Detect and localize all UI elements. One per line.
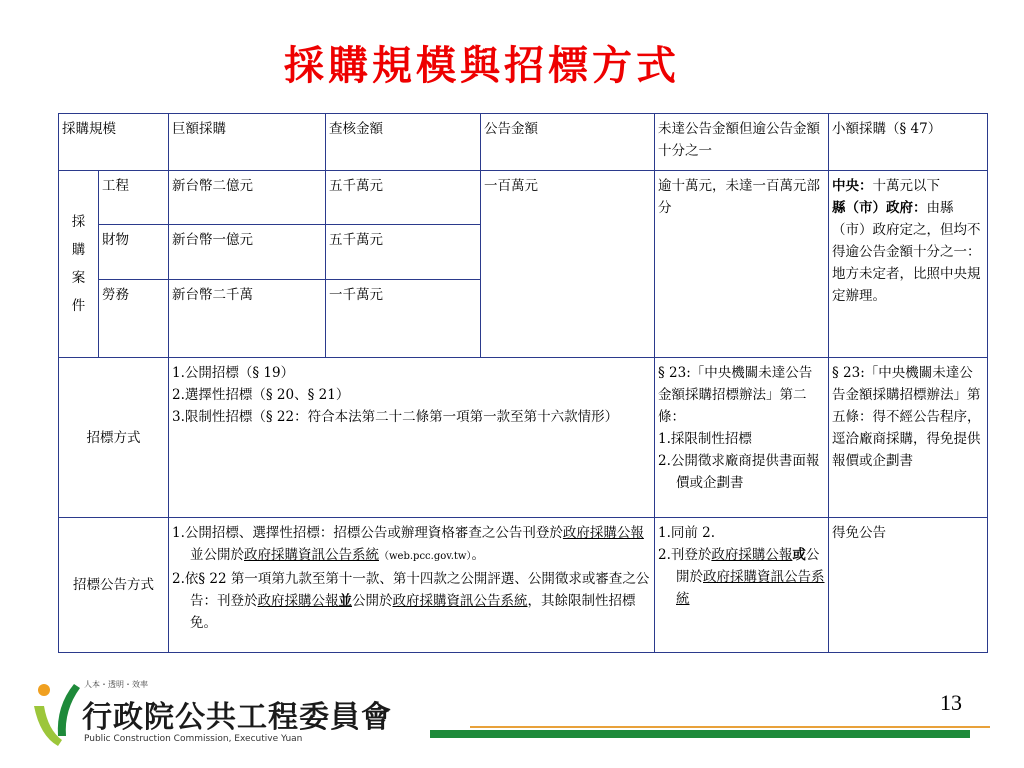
- case-giant: 新台幣二億元: [169, 171, 326, 225]
- header-giant: 巨額採購: [169, 114, 326, 171]
- method-below: [655, 358, 829, 518]
- notice-item1-end: 。: [471, 547, 485, 563]
- notice-items: [169, 518, 655, 653]
- page-number: 13: [940, 690, 962, 715]
- slide-title: 採購規模與招標方式: [284, 42, 680, 89]
- gazette-link: 政府採購公報: [257, 593, 339, 609]
- case-type: 工程: [99, 171, 169, 225]
- local-text: 由縣（市）政府定之，但均不得逾公告金額十分之一：地方未定者，比照中央規定辦理。: [832, 200, 981, 304]
- gazette-link: 政府採購公報: [711, 547, 793, 563]
- gazette-link: 政府採購公報: [562, 525, 644, 541]
- case-audit: 五千萬元: [326, 225, 481, 280]
- method-row: [59, 358, 988, 518]
- method-below-intro: § 23:「中央機關未達公告金額採購招標辦法」第二條：: [658, 365, 813, 425]
- method-small: § 23:「中央機關未達公告金額採購招標辦法」第五條：得不經公告程序，逕洽廠商採購，得免提供報價或企劃書: [829, 358, 988, 518]
- list-item: 1.同前 2.: [658, 525, 716, 541]
- info-system-link: 政府採購資訊公告系統: [392, 593, 528, 609]
- case-label-char: 案: [71, 270, 86, 286]
- info-system-link: 政府採購資訊公告系統: [244, 547, 379, 563]
- list-item: [658, 544, 825, 610]
- list-item: [172, 522, 651, 568]
- notice-below-or: 或: [792, 547, 806, 563]
- notice-item2-mid: 公開於: [352, 593, 393, 609]
- list-item: 2.選擇性招標（§ 20、§ 21）: [172, 387, 350, 403]
- case-type: 勞務: [99, 280, 169, 358]
- pcc-emblem-icon: [30, 676, 82, 756]
- notice-row: [59, 518, 988, 653]
- notice-item1-mid: 並公開於: [190, 547, 244, 563]
- notice-url: （web.pcc.gov.tw）: [379, 551, 472, 562]
- list-item: 1.採限制性招標: [658, 431, 752, 447]
- local-label: 縣（市）政府：: [832, 200, 927, 216]
- info-system-link: 政府採購資訊公告系統: [676, 569, 825, 607]
- notice-item2-and: 並: [338, 593, 352, 609]
- case-giant: 新台幣一億元: [169, 225, 326, 280]
- list-item: 1.公開招標（§ 19）: [172, 365, 295, 381]
- header-audit: 查核金額: [326, 114, 481, 171]
- central-text: 十萬元以下: [872, 178, 940, 194]
- header-announce: 公告金額: [481, 114, 655, 171]
- small-value: [829, 171, 988, 358]
- case-label-char: 件: [71, 298, 86, 314]
- case-audit: 一千萬元: [326, 280, 481, 358]
- table-header-row: [59, 114, 988, 171]
- below-value: 逾十萬元，未達一百萬元部分: [655, 171, 829, 358]
- method-items: [169, 358, 655, 518]
- header-small: 小額採購（§ 47）: [829, 114, 988, 171]
- notice-item1-prefix: 1.公開招標、選擇性招標：招標公告或辦理資格審查之公告刊登於: [172, 525, 563, 541]
- notice-label: 招標公告方式: [59, 518, 169, 653]
- footer-rule-orange: [470, 726, 990, 728]
- pcc-logo: [30, 676, 430, 756]
- procurement-table: [58, 113, 988, 653]
- header-below: 未達公告金額但逾公告金額十分之一: [655, 114, 829, 171]
- list-item: 2.公開徵求廠商提供書面報價或企劃書: [658, 453, 820, 491]
- notice-small: 得免公告: [829, 518, 988, 653]
- notice-item2-prefix: 2.依§ 22 第一項第九款至第十一款、第十四款之公開評選、公開徵求或審查之公告：刊登於: [172, 571, 650, 609]
- case-type: 財物: [99, 225, 169, 280]
- header-scale: 採購規模: [59, 114, 169, 171]
- footer-rule-green: [430, 730, 970, 738]
- case-label-char: 購: [71, 242, 86, 258]
- case-audit: 五千萬元: [326, 171, 481, 225]
- case-label-char: 採: [71, 214, 86, 230]
- table-row: [59, 171, 988, 225]
- case-giant: 新台幣二千萬: [169, 280, 326, 358]
- announce-value: 一百萬元: [481, 171, 655, 358]
- notice-below: [655, 518, 829, 653]
- notice-below-mid: 公開於: [676, 547, 820, 585]
- logo-name: 行政院公共工程委員會: [82, 700, 392, 735]
- logo-english: Public Construction Commission, Executive Yuan: [84, 734, 303, 744]
- notice-item2-end: ，其餘限制性招標免。: [190, 593, 636, 631]
- logo-tagline: 人本・透明・效率: [84, 680, 148, 689]
- case-label: [59, 171, 99, 358]
- notice-below-prefix: 2.刊登於: [658, 547, 712, 563]
- list-item: [172, 568, 651, 634]
- method-label: 招標方式: [59, 358, 169, 518]
- central-label: 中央：: [832, 178, 873, 194]
- list-item: 3.限制性招標（§ 22：符合本法第二十二條第一項第一款至第十六款情形）: [172, 409, 619, 425]
